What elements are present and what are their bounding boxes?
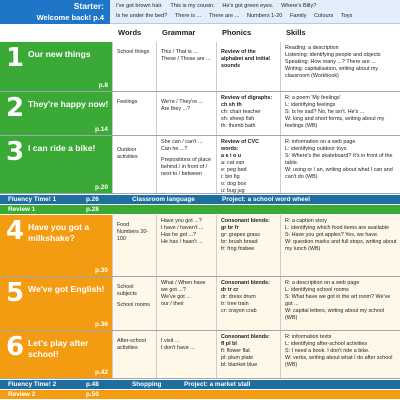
unit-row-5 — [0, 277, 400, 331]
grammar-line: Can he ...? — [161, 146, 188, 152]
skills-line: S: What have we got in the art room? We've got ... — [285, 294, 391, 307]
unit-title: They're happy now! — [28, 99, 109, 109]
grammar-cell — [156, 277, 216, 330]
review-label: Review 1 — [8, 206, 36, 213]
starter-item: He's got green eyes. — [222, 3, 274, 9]
phonics-line: dr tr cr — [221, 287, 239, 293]
unit-page: p.14 — [94, 126, 108, 133]
unit-title: Have you got a milkshake? — [28, 222, 90, 243]
phonics-line: Review of CVC words: — [221, 139, 260, 152]
fluency-project: Project: a market stall — [184, 381, 251, 388]
header-phonics: Phonics — [222, 28, 252, 37]
skills-line: L: identifying which food items are available — [285, 225, 389, 231]
header-words: Words — [118, 28, 142, 37]
grammar-cell — [156, 42, 216, 91]
fluency-page: p.48 — [86, 381, 99, 388]
skills-line: Writing: capitalisation, writing about my classroom (Workbook) — [285, 66, 379, 79]
starter-item: There are ... — [208, 13, 240, 19]
phonics-line: Review of the alphabet and initial sounds — [221, 49, 270, 69]
grammar-line: We've got ... — [161, 294, 191, 300]
grammar-line: She can / can't ... — [161, 139, 203, 145]
unit-title: We've got English! — [28, 284, 105, 294]
phonics-line: gr br fr — [221, 225, 239, 231]
grammar-line: We're / They're ... — [161, 99, 204, 105]
unit-number: 1 — [6, 43, 25, 73]
starter-item: There is ... — [174, 13, 202, 19]
skills-cell — [280, 136, 400, 193]
starter-item: Toys — [340, 13, 353, 19]
unit-tab[interactable] — [0, 92, 112, 135]
grammar-line: Prepositions of place behind / in front of / next to / between — [161, 157, 212, 177]
unit-page: p.20 — [94, 184, 108, 191]
grammar-line: I don't have ... — [161, 345, 195, 351]
skills-line: S: Is he sad? No, he isn't. He's ... — [285, 109, 365, 115]
skills-line: W: verbs, writing about what I do after school (WB) — [285, 355, 393, 368]
phonics-line: sh: sheep fish — [221, 116, 255, 122]
skills-line: R: information on a web page — [285, 139, 356, 145]
grammar-line: He has / hasn't ... — [161, 239, 203, 245]
words-line: Feelings — [117, 99, 138, 105]
fluency-time-1-bar[interactable] — [0, 195, 400, 204]
review-2-bar[interactable] — [0, 390, 400, 399]
grammar-line: our / their — [161, 301, 184, 307]
starter-item: Is he under the bed? — [116, 13, 168, 19]
phonics-cell — [216, 92, 280, 135]
words-cell — [112, 42, 156, 91]
unit-page: p.30 — [94, 267, 108, 274]
phonics-line: ch: chair teacher — [221, 109, 261, 115]
words-cell — [112, 277, 156, 330]
skills-cell — [280, 331, 400, 378]
unit-number: 6 — [6, 332, 25, 362]
starter-item: Where's Billy? — [281, 3, 317, 9]
unit-number: 5 — [6, 278, 25, 308]
skills-line: S: Where's the skateboard? It's in front of the table. — [285, 153, 393, 166]
unit-row-6 — [0, 331, 400, 379]
phonics-line: tr: tree train — [221, 301, 249, 307]
phonics-line: Consonant blends: — [221, 280, 270, 286]
fluency-topic: Classroom language — [132, 196, 195, 203]
phonics-line: ch sh th — [221, 102, 242, 108]
unit-number: 3 — [6, 137, 25, 167]
grammar-line: I have / haven't ... — [161, 225, 204, 231]
unit-tab[interactable] — [0, 215, 112, 276]
review-page: p.50 — [86, 391, 99, 398]
starter-item: Numbers 1-20 — [246, 13, 283, 19]
skills-line: L: identifying after-school activities — [285, 341, 368, 347]
unit-row-1 — [0, 42, 400, 92]
grammar-cell — [156, 136, 216, 193]
unit-title: I can ride a bike! — [28, 143, 96, 153]
phonics-line: fl pl bl — [221, 341, 237, 347]
phonics-line: cr: crayon crab — [221, 308, 257, 314]
review-label: Review 2 — [8, 391, 36, 398]
unit-title: Our new things — [28, 49, 91, 59]
skills-line: Speaking: How many ...? There are ... — [285, 59, 376, 65]
skills-line: L: identifying feelings — [285, 102, 336, 108]
phonics-cell — [216, 277, 280, 330]
grammar-line: What / When have we got ...? — [161, 280, 206, 293]
starter-content — [116, 1, 400, 21]
grammar-line: Has he got ...? — [161, 232, 197, 238]
skills-line: R: a poem 'My feelings' — [285, 95, 341, 101]
skills-line: S: I need a book. I don't ride a bike. — [285, 348, 370, 354]
starter-item: Colours — [313, 13, 334, 19]
phonics-line: pl: plum plate — [221, 355, 254, 361]
skills-line: S: Have you got apples? Yes, we have. — [285, 232, 379, 238]
phonics-cell — [216, 215, 280, 276]
words-cell — [112, 136, 156, 193]
phonics-line: th: thumb bath — [221, 123, 256, 129]
phonics-line: Consonant blends: — [221, 218, 270, 224]
header-grammar: Grammar — [162, 28, 196, 37]
starter-item: Family — [289, 13, 307, 19]
phonics-line: fr: frog frisbee — [221, 246, 255, 252]
starter-title: Starter: — [73, 1, 104, 11]
fluency-time-2-bar[interactable] — [0, 380, 400, 389]
phonics-line: bl: blanket blue — [221, 362, 258, 368]
unit-number: 4 — [6, 216, 25, 246]
grammar-line: Have you got ...? — [161, 218, 202, 224]
words-line: School subjects — [117, 284, 137, 297]
starter-item: This is my cousin. — [170, 3, 215, 9]
phonics-line: o: dog box — [221, 181, 247, 187]
words-line: Numbers 20-100 — [117, 229, 149, 242]
words-cell — [112, 215, 156, 276]
unit-page: p.36 — [94, 321, 108, 328]
words-line: Outdoor activities — [117, 147, 138, 160]
starter-row — [0, 0, 400, 24]
skills-cell — [280, 215, 400, 276]
fluency-label: Fluency Time! 2 — [8, 381, 57, 388]
skills-line: W: question marks and full stops, writing about my lunch (WB) — [285, 239, 397, 252]
grammar-line: I visit ... — [161, 338, 180, 344]
skills-cell — [280, 92, 400, 135]
starter-item: I've got brown hair. — [116, 3, 163, 9]
starter-subtitle: Welcome back! p.4 — [36, 13, 104, 22]
skills-line: L: identifying school rooms — [285, 287, 349, 293]
phonics-line: br: brush bread — [221, 239, 258, 245]
unit-title: Let's play after school! — [28, 338, 89, 359]
fluency-page: p.26 — [86, 196, 99, 203]
fluency-project: Project: a school word wheel — [222, 196, 311, 203]
words-cell — [112, 331, 156, 378]
skills-line: W: using or / an, writing about what I can and can't do (WB) — [285, 167, 393, 180]
words-line: After-school activities — [117, 338, 146, 351]
phonics-line: u: bug jug — [221, 188, 245, 193]
grammar-line: Are they ...? — [161, 106, 191, 112]
unit-page: p.42 — [94, 369, 108, 376]
skills-line: R: information texts — [285, 334, 332, 340]
header-skills: Skills — [286, 28, 306, 37]
skills-cell — [280, 277, 400, 330]
fluency-label: Fluency Time! 1 — [8, 196, 57, 203]
phonics-line: Consonant blends: — [221, 334, 270, 340]
unit-tab[interactable] — [0, 331, 112, 378]
unit-page: p.8 — [98, 82, 108, 89]
phonics-line: Review of digraphs: — [221, 95, 273, 101]
fluency-topic: Shopping — [132, 381, 162, 388]
unit-tab[interactable] — [0, 42, 112, 91]
phonics-line: i: bin fig — [221, 174, 240, 180]
words-cell — [112, 92, 156, 135]
review-page: p.28 — [86, 206, 99, 213]
words-line: School rooms — [117, 302, 150, 308]
grammar-line: These / Those are ... — [161, 56, 211, 62]
phonics-cell — [216, 136, 280, 193]
phonics-line: a: cat van — [221, 160, 245, 166]
skills-line: L: identifying outdoor toys — [285, 146, 347, 152]
unit-row-4 — [0, 215, 400, 277]
unit-row-2 — [0, 92, 400, 136]
skills-line: R: a description on a web page — [285, 280, 360, 286]
grammar-cell — [156, 92, 216, 135]
grammar-cell — [156, 215, 216, 276]
starter-title-box — [0, 0, 110, 24]
phonics-line: gr: grapes grass — [221, 232, 260, 238]
skills-line: Listening: identifying people and objects — [285, 52, 381, 58]
words-line: School things — [117, 49, 150, 55]
grammar-line: This / That is ... — [161, 49, 198, 55]
unit-number: 2 — [6, 93, 25, 123]
phonics-cell — [216, 331, 280, 378]
skills-line: W: capital letters, writing about my school (WB) — [285, 308, 385, 321]
phonics-cell — [216, 42, 280, 91]
words-line: Food — [117, 222, 130, 228]
skills-line: W: long and short forms, writing about my feelings (WB) — [285, 116, 385, 129]
phonics-line: fl: flower flat — [221, 348, 250, 354]
unit-tab[interactable] — [0, 277, 112, 330]
unit-row-3 — [0, 136, 400, 194]
phonics-line: dr: dress drum — [221, 294, 256, 300]
phonics-line: a e i o u — [221, 153, 242, 159]
review-1-bar[interactable] — [0, 205, 400, 214]
phonics-line: e: peg bed — [221, 167, 247, 173]
skills-line: Reading: a description — [285, 45, 339, 51]
skills-line: R: a caption story — [285, 218, 327, 224]
skills-cell — [280, 42, 400, 91]
unit-tab[interactable] — [0, 136, 112, 193]
grammar-cell — [156, 331, 216, 378]
